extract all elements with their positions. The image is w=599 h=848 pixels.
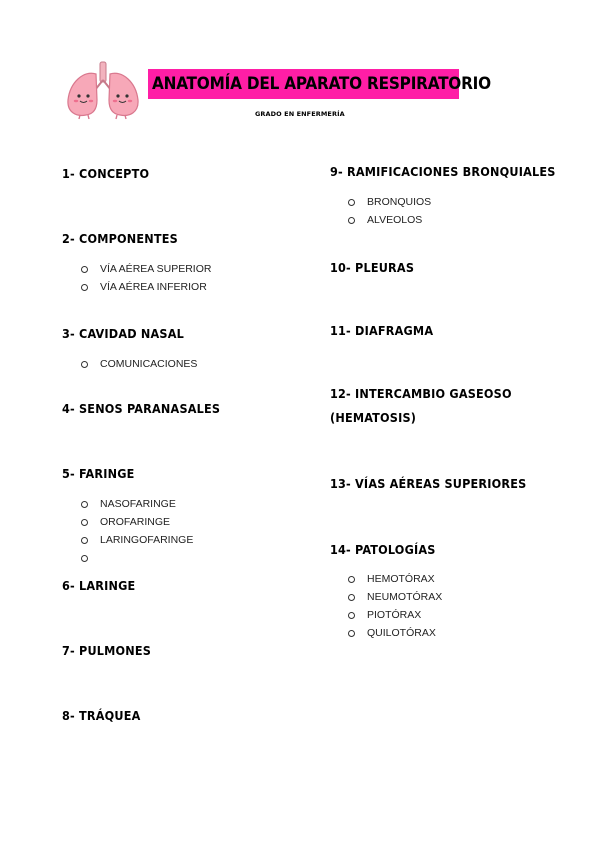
list-item: COMUNICACIONES <box>81 355 197 373</box>
list-item: BRONQUIOS <box>348 193 431 211</box>
circle-bullet-icon <box>348 199 355 206</box>
section-heading-cavidad-nasal: 3- CAVIDAD NASAL <box>62 326 184 341</box>
circle-bullet-icon <box>81 501 88 508</box>
circle-bullet-icon <box>348 576 355 583</box>
circle-bullet-icon <box>81 361 88 368</box>
section-heading-senos-paranasales: 4- SENOS PARANASALES <box>62 401 221 416</box>
faringe-list <box>81 495 193 567</box>
list-item: NASOFARINGE <box>81 495 193 513</box>
componentes-list <box>81 260 211 296</box>
section-heading-pleuras: 10- PLEURAS <box>330 260 415 275</box>
section-heading-diafragma: 11- DIAFRAGMA <box>330 323 434 338</box>
list-item <box>81 549 193 567</box>
section-heading-laringe: 6- LARINGE <box>62 578 136 593</box>
section-heading-componentes: 2- COMPONENTES <box>62 231 178 246</box>
list-item: ALVEOLOS <box>348 211 431 229</box>
document-subtitle: GRADO EN ENFERMERÍA <box>255 110 345 118</box>
cavidad-nasal-list <box>81 355 197 373</box>
section-heading-traquea: 8- TRÁQUEA <box>62 708 141 723</box>
ramificaciones-list <box>348 193 431 229</box>
list-item: NEUMOTÓRAX <box>348 588 442 606</box>
circle-bullet-icon <box>81 266 88 273</box>
circle-bullet-icon <box>348 612 355 619</box>
circle-bullet-icon <box>348 594 355 601</box>
circle-bullet-icon <box>81 555 88 562</box>
section-heading-vias-aereas-superiores: 13- VÍAS AÉREAS SUPERIORES <box>330 476 527 491</box>
circle-bullet-icon <box>81 537 88 544</box>
list-item: OROFARINGE <box>81 513 193 531</box>
list-item: HEMOTÓRAX <box>348 570 442 588</box>
section-heading-faringe: 5- FARINGE <box>62 466 135 481</box>
list-item: VÍA AÉREA INFERIOR <box>81 278 211 296</box>
list-item: VÍA AÉREA SUPERIOR <box>81 260 211 278</box>
section-heading-intercambio-gaseoso: 12- INTERCAMBIO GASEOSO (HEMATOSIS) <box>330 386 512 425</box>
section-heading-concepto: 1- CONCEPTO <box>62 166 150 181</box>
section-heading-pulmones: 7- PULMONES <box>62 643 152 658</box>
section-heading-ramificaciones-bronquiales: 9- RAMIFICACIONES BRONQUIALES <box>330 164 556 179</box>
circle-bullet-icon <box>81 284 88 291</box>
patologias-list <box>348 570 442 642</box>
list-item: QUILOTÓRAX <box>348 624 442 642</box>
document-title: ANATOMÍA DEL APARATO RESPIRATORIO <box>148 69 459 99</box>
list-item: LARINGOFARINGE <box>81 531 193 549</box>
circle-bullet-icon <box>81 519 88 526</box>
circle-bullet-icon <box>348 630 355 637</box>
lungs-illustration-icon <box>62 60 144 120</box>
section-heading-patologias: 14- PATOLOGÍAS <box>330 542 436 557</box>
list-item: PIOTÓRAX <box>348 606 442 624</box>
circle-bullet-icon <box>348 217 355 224</box>
